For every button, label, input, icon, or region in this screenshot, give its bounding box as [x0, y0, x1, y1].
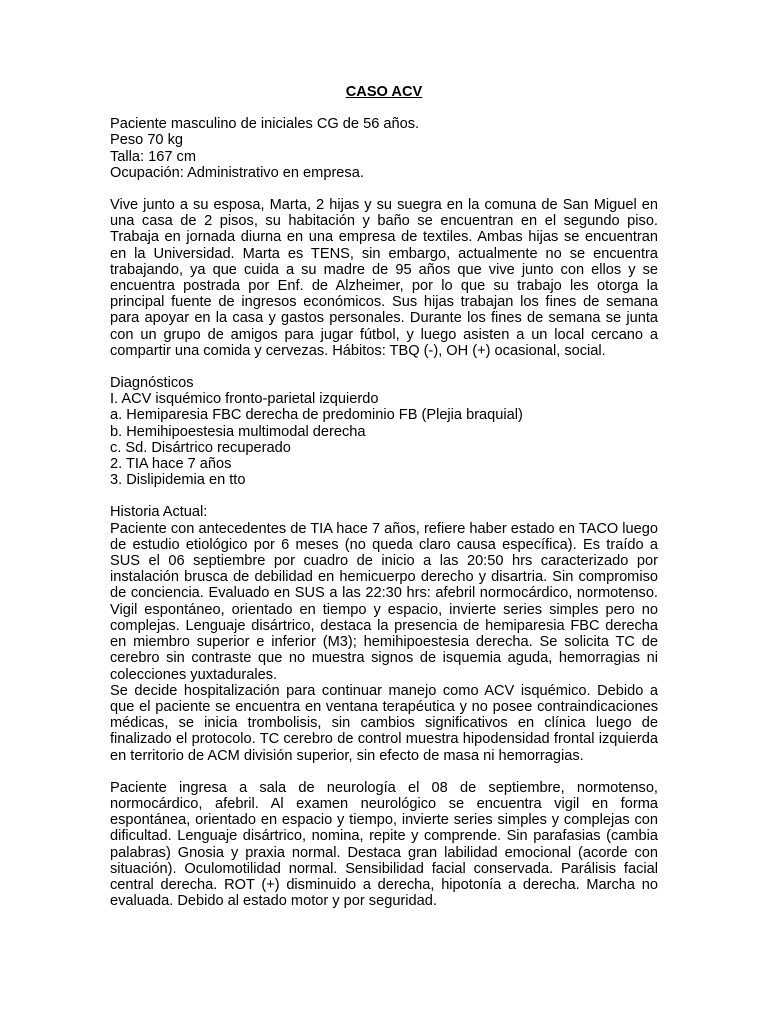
history-paragraph: Paciente con antecedentes de TIA hace 7 años, refiere haber estado en TACO luego de estudio etiológico por 6 meses (no queda claro causa específica). Es traído a SUS el 06 septiembre por cuadro de inicio a las 20:50 hrs caracterizado por instalación brusca de debilidad en hemicuerpo derecho y disartria. Sin compromiso de conciencia. Evaluado en SUS a las 22:30 hrs: afebril normocárdico, normotenso. Vigil espontáneo, orientado en tiempo y espacio, invierte series simples pero no complejas. Lenguaje disártrico, destaca la presencia de hemiparesia FBC derecha en miembro superior e inferior (M3); hemihipoestesia derecha. Se solicita TC de cerebro sin contraste que no muestra signos de isquemia aguda, hemorragias ni colecciones yuxtadurales. — [110, 520, 658, 683]
diagnosis-item: c. Sd. Disártrico recuperado — [110, 439, 291, 456]
patient-info-line: Peso 70 kg — [110, 132, 184, 149]
history-section — [110, 504, 658, 763]
social-history-paragraph: Vive junto a su esposa, Marta, 2 hijas y su suegra en la comuna de San Miguel en una casa de 2 pisos, su habitación y baño se encuentran en el segundo piso. Trabaja en jornada diurna en una empresa de textiles. Ambas hijas se encuentran en la Universidad. Marta es TENS, sin embargo, actualmente no se encuentra trabajando, ya que cuida a su madre de 95 años que vive junto con ellos y se encuentra postrada por Enf. de Alzheimer, por lo que su trabajo les otorga la principal fuente de ingresos económicos. Sus hijas trabajan los fines de semana para apoyar en la casa y gastos personales. Durante los fines de semana se junta con un grupo de amigos para jugar fútbol, y luego asisten a un local cercano a compartir una comida y cervezas. Hábitos: TBQ (-), OH (+) ocasional, social. — [110, 197, 658, 359]
diagnoses-section — [110, 375, 658, 488]
diagnosis-item: 2. TIA hace 7 años — [110, 456, 232, 473]
diagnoses-heading: Diagnósticos — [110, 375, 194, 392]
patient-info-line: Paciente masculino de iniciales CG de 56 años. — [110, 116, 420, 133]
diagnosis-item: 3. Dislipidemia en tto — [110, 472, 246, 489]
diagnosis-item: I. ACV isquémico fronto-parietal izquierdo — [110, 391, 379, 408]
patient-info-line: Talla: 167 cm — [110, 148, 196, 165]
patient-info — [110, 116, 658, 181]
document-page — [110, 84, 658, 925]
document-title: CASO ACV — [345, 84, 423, 100]
diagnosis-item: b. Hemihipoestesia multimodal derecha — [110, 423, 366, 440]
diagnosis-item: a. Hemiparesia FBC derecha de predominio FB (Plejia braquial) — [110, 407, 523, 424]
history-paragraph: Se decide hospitalización para continuar manejo como ACV isquémico. Debido a que el paciente se encuentra en ventana terapéutica y no posee contraindicaciones médicas, se inicia trombolisis, sin cambios significativos en clínica luego de finalizado el protocolo. TC cerebro de control muestra hipodensidad frontal izquierda en territorio de ACM división superior, sin efecto de masa ni hemorragias. — [110, 682, 658, 764]
patient-info-line: Ocupación: Administrativo en empresa. — [110, 164, 364, 181]
admission-paragraph: Paciente ingresa a sala de neurología el 08 de septiembre, normotenso, normocárdico, afebril. Al examen neurológico se encuentra vigil en forma espontánea, orientado en espacio y tiempo, invierte series simples y complejas con dificultad. Lenguaje disártrico, nomina, repite y comprende. Sin parafasias (cambia palabras) Gnosia y praxia normal. Destaca gran labilidad emocional (acorde con situación). Oculomotilidad normal. Sensibilidad facial conservada. Parálisis facial central derecha. ROT (+) disminuido a derecha, hipotonía a derecha. Marcha no evaluada. Debido al estado motor y por seguridad. — [110, 779, 658, 910]
history-heading: Historia Actual: — [110, 504, 208, 521]
